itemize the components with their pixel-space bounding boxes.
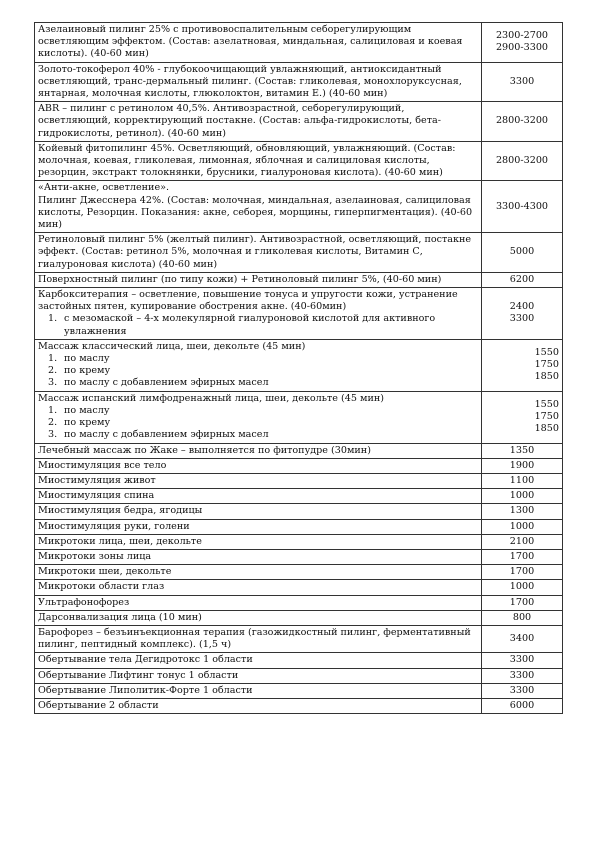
- table-row: [35, 519, 563, 534]
- price-cell: [482, 565, 563, 580]
- price-value: 800: [512, 611, 532, 623]
- service-description: Микротоки области глаз: [38, 581, 165, 593]
- price-value: 3300: [509, 313, 535, 325]
- price-cell: [482, 339, 563, 391]
- table-row: [35, 473, 563, 488]
- price-value: 1700: [509, 596, 535, 608]
- service-description: Обертывание Липолитик-Форте 1 области: [38, 684, 253, 696]
- option-number: 3.: [48, 377, 58, 389]
- price-cell: [482, 233, 563, 273]
- table-row: [35, 489, 563, 504]
- service-description: Микротоки лица, шеи, декольте: [38, 535, 202, 547]
- table-row: [35, 625, 563, 652]
- price-values: [485, 76, 559, 88]
- price-values: [485, 490, 559, 502]
- price-values: [485, 566, 559, 578]
- price-values: [485, 347, 559, 384]
- table-row: [35, 534, 563, 549]
- service-description: Миостимуляция живот: [38, 474, 156, 486]
- service-cell: [35, 23, 482, 63]
- price-cell: [482, 625, 563, 652]
- price-cell: [482, 580, 563, 595]
- price-cell: [482, 391, 563, 443]
- price-value: 3300-4300: [495, 200, 549, 212]
- service-description: Массаж классический лица, шеи, декольте (45 мин): [38, 340, 306, 352]
- service-options-list: [38, 313, 478, 337]
- service-cell: [35, 549, 482, 564]
- price-value: 6000: [509, 699, 535, 711]
- service-cell: [35, 489, 482, 504]
- service-description: Обертывание Лифтинг тонус 1 области: [38, 669, 239, 681]
- service-options-list: [38, 405, 478, 442]
- price-value: 3300: [509, 669, 535, 681]
- service-cell: [35, 653, 482, 668]
- table-row: [35, 698, 563, 713]
- service-description: Лечебный массаж по Жаке – выполняется по фитопудре (30мин): [38, 444, 371, 456]
- price-value: 1350: [509, 444, 535, 456]
- service-cell: [35, 698, 482, 713]
- table-row: [35, 549, 563, 564]
- service-description: Массаж испанский лимфодренажный лица, шеи, декольте (45 мин): [38, 392, 385, 404]
- price-values: [485, 654, 559, 666]
- price-values: [485, 115, 559, 127]
- table-row: [35, 504, 563, 519]
- table-row: [35, 653, 563, 668]
- table-row: [35, 683, 563, 698]
- service-cell: [35, 473, 482, 488]
- price-values: [485, 155, 559, 167]
- price-value: 6200: [509, 273, 535, 285]
- service-description-line: «Анти-акне, осветление».: [38, 182, 170, 194]
- price-value: 1100: [509, 474, 535, 486]
- price-cell: [482, 141, 563, 181]
- price-value: 1300: [509, 505, 535, 517]
- price-values: [485, 633, 559, 645]
- option-text: по маслу: [64, 404, 110, 416]
- option-number: 1.: [48, 313, 58, 325]
- table-row: [35, 272, 563, 287]
- price-cell: [482, 549, 563, 564]
- price-cell: [482, 288, 563, 340]
- service-description: Поверхностный пилинг (по типу кожи) + Ретиноловый пилинг 5%, (40-60 мин): [38, 273, 442, 285]
- table-row: [35, 458, 563, 473]
- service-cell: [35, 519, 482, 534]
- price-values: [485, 246, 559, 258]
- service-cell: [35, 181, 482, 233]
- price-values: [485, 475, 559, 487]
- price-cell: [482, 653, 563, 668]
- price-value: 2900-3300: [495, 42, 549, 54]
- service-cell: [35, 668, 482, 683]
- price-value: 1000: [509, 581, 535, 593]
- price-value: 1750: [534, 410, 559, 422]
- service-cell: [35, 272, 482, 287]
- price-values: [485, 685, 559, 697]
- price-values: [485, 521, 559, 533]
- price-cell: [482, 698, 563, 713]
- service-description: Дарсонвализация лица (10 мин): [38, 611, 202, 623]
- table-row: [35, 668, 563, 683]
- price-table: [34, 22, 563, 714]
- service-description: Ультрафонофорез: [38, 596, 130, 608]
- option-text: по маслу: [64, 353, 110, 365]
- table-row: [35, 339, 563, 391]
- option-text: по маслу с добавлением эфирных масел: [64, 429, 269, 441]
- price-value: 1750: [534, 359, 559, 371]
- service-description: Миостимуляция все тело: [38, 459, 167, 471]
- price-cell: [482, 23, 563, 63]
- price-values: [485, 399, 559, 436]
- price-value: 2800-3200: [495, 155, 549, 167]
- price-cell: [482, 489, 563, 504]
- price-values: [485, 460, 559, 472]
- service-cell: [35, 391, 482, 443]
- price-values: [485, 536, 559, 548]
- service-cell: [35, 683, 482, 698]
- price-values: [485, 612, 559, 624]
- service-cell: [35, 233, 482, 273]
- table-row: [35, 595, 563, 610]
- service-cell: [35, 595, 482, 610]
- service-description: Обертывание тела Дегидротокс 1 области: [38, 654, 253, 666]
- table-row: [35, 443, 563, 458]
- table-row: [35, 181, 563, 233]
- price-value: 3300: [509, 654, 535, 666]
- service-cell: [35, 339, 482, 391]
- option-text: по крему: [64, 417, 111, 429]
- price-value: 2300-2700: [495, 30, 549, 42]
- price-cell: [482, 181, 563, 233]
- table-row: [35, 102, 563, 142]
- price-values: [485, 670, 559, 682]
- price-values: [485, 700, 559, 712]
- table-row: [35, 62, 563, 102]
- price-table-body: [35, 23, 563, 714]
- option-number: 2.: [48, 365, 58, 377]
- service-description: Ретиноловый пилинг 5% (желтый пилинг). Антивозрастной, осветляющий, постакне эффект. (Состав: ретинол 5%, молочная и гликолевая кислоты, Витамин С, гиалуроновая кислота) (40-60 мин): [38, 234, 472, 270]
- price-value: 1850: [534, 423, 559, 435]
- price-value: 2100: [509, 535, 535, 547]
- table-row: [35, 141, 563, 181]
- service-description: Микротоки шеи, декольте: [38, 566, 172, 578]
- price-value: 1900: [509, 459, 535, 471]
- service-description: Микротоки зоны лица: [38, 550, 152, 562]
- option-number: 3.: [48, 429, 58, 441]
- service-option: [38, 377, 478, 389]
- price-value: 1850: [534, 371, 559, 383]
- price-cell: [482, 519, 563, 534]
- price-value: 3400: [509, 633, 535, 645]
- option-number: 1.: [48, 404, 58, 416]
- service-cell: [35, 580, 482, 595]
- price-cell: [482, 534, 563, 549]
- service-option: [38, 429, 478, 441]
- price-cell: [482, 102, 563, 142]
- service-description: Койевый фитопилинг 45%. Осветляющий, обновляющий, увлажняющий. (Состав: молочная, коевая, гликолевая, лимонная, яблочная и салициловая кислоты, резорцин, экстракт толокнянки, брусники, гиалуроновая кислота). (40-60 мин): [38, 142, 456, 179]
- service-cell: [35, 458, 482, 473]
- service-cell: [35, 534, 482, 549]
- service-option: [38, 405, 478, 417]
- option-text: с мезомаской – 4-х молекулярной гиалуроновой кислотой для активного увлажнения: [64, 313, 436, 337]
- price-values: [485, 201, 559, 213]
- price-value: 1000: [509, 520, 535, 532]
- price-value: 1550: [534, 398, 559, 410]
- price-values: [485, 597, 559, 609]
- service-cell: [35, 625, 482, 652]
- price-cell: [482, 473, 563, 488]
- service-description: ABR – пилинг с ретинолом 40,5%. Антивозрастной, себорегулирующий, осветляющий, корректирующий постакне. (Состав: альфа-гидрокислоты, бета-гидрокислоты, ретинол). (40-60 мин): [38, 103, 441, 139]
- service-description: Карбокситерапия – осветление, повышение тонуса и упругости кожи, устранение застойных пятен, купирование обострения акне. (40-60мин): [38, 289, 458, 313]
- service-cell: [35, 62, 482, 102]
- service-cell: [35, 610, 482, 625]
- price-value: 1700: [509, 566, 535, 578]
- table-row: [35, 23, 563, 63]
- service-description: Миостимуляция бедра, ягодицы: [38, 505, 203, 517]
- price-values: [485, 505, 559, 517]
- service-options-list: [38, 353, 478, 390]
- service-description: Обертывание 2 области: [38, 699, 159, 711]
- service-cell: [35, 565, 482, 580]
- price-value: 1700: [509, 550, 535, 562]
- service-description: Миостимуляция руки, голени: [38, 520, 190, 532]
- service-cell: [35, 288, 482, 340]
- price-values: [485, 445, 559, 457]
- option-number: 1.: [48, 353, 58, 365]
- price-value: 3300: [509, 75, 535, 87]
- price-value: 3300: [509, 684, 535, 696]
- service-option: [38, 353, 478, 365]
- service-description: Азелаиновый пилинг 25% с противовоспалительным себорегулирующим осветляющим эффектом. (Состав: азелатновая, миндальная, салициловая и коевая кислоты). (40-60 мин): [38, 24, 463, 60]
- price-value: 5000: [509, 246, 535, 258]
- service-cell: [35, 102, 482, 142]
- price-value: 1550: [534, 346, 559, 358]
- option-text: по маслу с добавлением эфирных масел: [64, 377, 269, 389]
- table-row: [35, 580, 563, 595]
- price-value: 2800-3200: [495, 115, 549, 127]
- service-description: Барофорез – безъинъекционная терапия (газожидкостный пилинг, ферментативный пилинг, пептидный комплекс). (1,5 ч): [38, 626, 471, 651]
- table-row: [35, 233, 563, 273]
- price-cell: [482, 595, 563, 610]
- service-cell: [35, 141, 482, 181]
- table-row: [35, 288, 563, 340]
- price-cell: [482, 272, 563, 287]
- option-number: 2.: [48, 417, 58, 429]
- price-cell: [482, 668, 563, 683]
- service-description: Миостимуляция спина: [38, 490, 155, 502]
- service-option: [38, 365, 478, 377]
- service-description: Золото-токоферол 40% - глубокоочищающий увлажняющий, антиоксидантный осветляющий, транс-дермальный пилинг. (Состав: гликолевая, монохлоруксусная, янтарная, молочная кислоты, глюколоктон, витамин Е.) (40-60 мин): [38, 63, 462, 100]
- price-value: 1000: [509, 490, 535, 502]
- price-cell: [482, 504, 563, 519]
- price-value: 2400: [509, 301, 535, 313]
- service-description-line: Пилинг Джесснера 42%. (Состав: молочная, миндальная, азелаиновая, салициловая кислоты, Резорцин. Показания: акне, себорея, морщины, гиперпигментация). (40-60 мин): [38, 194, 473, 231]
- table-row: [35, 565, 563, 580]
- service-cell: [35, 504, 482, 519]
- price-cell: [482, 610, 563, 625]
- price-values: [485, 581, 559, 593]
- price-cell: [482, 458, 563, 473]
- table-row: [35, 610, 563, 625]
- option-text: по крему: [64, 365, 111, 377]
- service-option: [38, 313, 478, 337]
- price-cell: [482, 62, 563, 102]
- price-cell: [482, 683, 563, 698]
- table-row: [35, 391, 563, 443]
- price-cell: [482, 443, 563, 458]
- price-values: [485, 301, 559, 325]
- service-option: [38, 417, 478, 429]
- price-values: [485, 274, 559, 286]
- price-values: [485, 30, 559, 54]
- price-values: [485, 551, 559, 563]
- service-cell: [35, 443, 482, 458]
